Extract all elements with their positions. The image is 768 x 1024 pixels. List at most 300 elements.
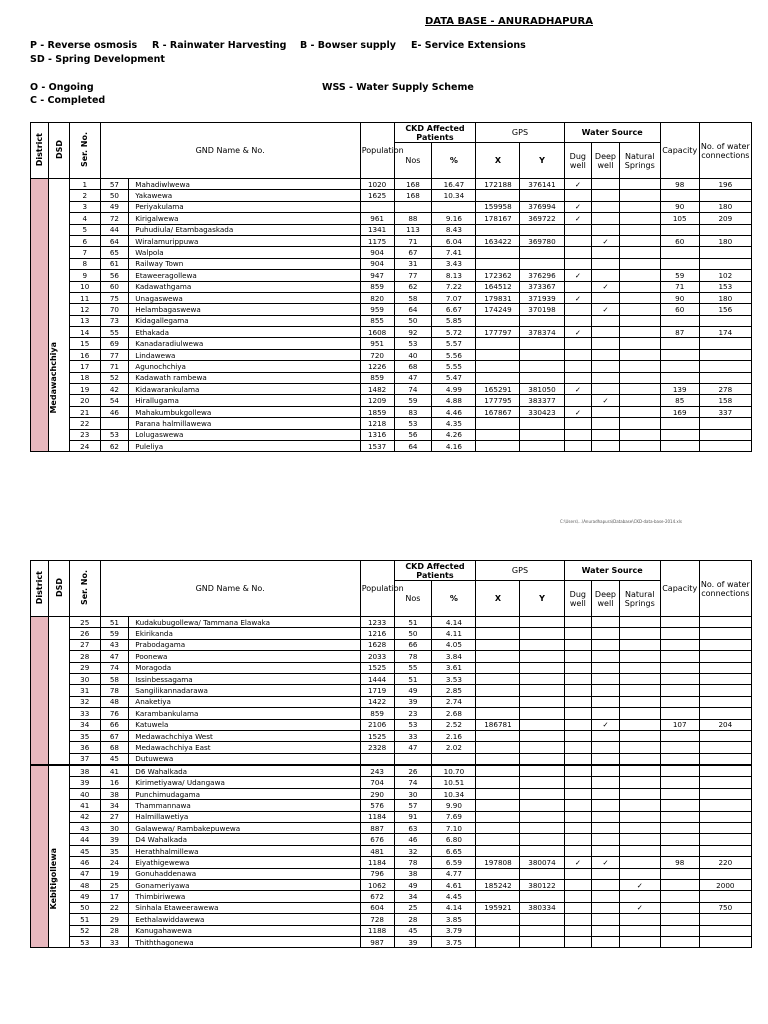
capacity-cell (660, 753, 699, 765)
natural-springs-cell (619, 429, 660, 440)
population-cell: 987 (360, 936, 394, 947)
ckd-pct-cell: 4.26 (432, 429, 476, 440)
gps-y-cell (520, 418, 564, 429)
gps-x-cell (476, 925, 520, 936)
ckd-nos-cell: 58 (394, 292, 432, 303)
ser-no-cell: 3 (69, 201, 100, 212)
dug-well-cell: ✓ (564, 201, 592, 212)
ckd-nos-cell: 113 (394, 224, 432, 235)
gnd-no-cell: 29 (100, 914, 129, 925)
natural-springs-cell (619, 384, 660, 395)
gnd-name-cell: Medawachchiya East (129, 742, 360, 753)
ser-no-cell: 30 (69, 673, 100, 684)
connections-cell: 180 (699, 292, 751, 303)
ser-no-cell: 44 (69, 834, 100, 845)
connections-cell (699, 258, 751, 269)
deep-well-cell (592, 845, 620, 856)
ckd-pct-cell: 6.65 (432, 845, 476, 856)
population-cell: 728 (360, 914, 394, 925)
natural-springs-cell (619, 418, 660, 429)
gps-x-cell (476, 338, 520, 349)
gps-y-cell: 380122 (520, 879, 564, 890)
ckd-nos-cell: 74 (394, 777, 432, 788)
dug-well-cell: ✓ (564, 270, 592, 281)
capacity-cell (660, 823, 699, 834)
table-row (31, 868, 752, 879)
connections-cell (699, 651, 751, 662)
gnd-name-cell: Lolugaswewa (129, 429, 360, 440)
table-row (31, 235, 752, 246)
population-cell: 1525 (360, 730, 394, 741)
deep-well-cell (592, 925, 620, 936)
gnd-no-cell: 19 (100, 868, 129, 879)
gps-y-cell (520, 617, 564, 628)
ckd-pct-cell: 10.34 (432, 788, 476, 799)
th-x: X (476, 143, 520, 179)
ckd-pct-cell: 6.04 (432, 235, 476, 246)
ckd-nos-cell: 53 (394, 418, 432, 429)
natural-springs-cell (619, 823, 660, 834)
deep-well-cell (592, 879, 620, 890)
th-natural-springs: Natural Springs (619, 581, 660, 617)
data-table-2 (30, 560, 752, 948)
connections-cell: 156 (699, 304, 751, 315)
deep-well-cell (592, 914, 620, 925)
dug-well-cell: ✓ (564, 292, 592, 303)
table-row (31, 395, 752, 406)
natural-springs-cell (619, 440, 660, 451)
table-row (31, 179, 752, 190)
ckd-pct-cell: 4.11 (432, 628, 476, 639)
th-gnd: GND Name & No. (100, 123, 360, 179)
ckd-pct-cell: 4.88 (432, 395, 476, 406)
gps-x-cell (476, 440, 520, 451)
deep-well-cell (592, 753, 620, 765)
ckd-pct-cell: 4.05 (432, 639, 476, 650)
table-row (31, 696, 752, 707)
ckd-nos-cell: 39 (394, 936, 432, 947)
dug-well-cell (564, 777, 592, 788)
gnd-name-cell: Galawewa/ Rambakepuwewa (129, 823, 360, 834)
gnd-name-cell: Thammannawa (129, 800, 360, 811)
th-gps: GPS (476, 561, 564, 581)
table-row (31, 372, 752, 383)
gps-x-cell (476, 685, 520, 696)
ckd-nos-cell: 49 (394, 685, 432, 696)
ser-no-cell: 27 (69, 639, 100, 650)
ser-no-cell: 31 (69, 685, 100, 696)
dug-well-cell (564, 258, 592, 269)
gnd-no-cell: 38 (100, 788, 129, 799)
dug-well-cell (564, 639, 592, 650)
ckd-pct-cell: 3.84 (432, 651, 476, 662)
gnd-no-cell: 62 (100, 440, 129, 451)
gps-y-cell (520, 800, 564, 811)
gnd-no-cell: 55 (100, 327, 129, 338)
gnd-no-cell: 35 (100, 845, 129, 856)
gps-y-cell: 369780 (520, 235, 564, 246)
gps-y-cell (520, 429, 564, 440)
table-row (31, 845, 752, 856)
table-row (31, 639, 752, 650)
gps-y-cell: 330423 (520, 406, 564, 417)
deep-well-cell (592, 823, 620, 834)
ckd-pct-cell: 3.61 (432, 662, 476, 673)
gps-y-cell (520, 685, 564, 696)
connections-cell (699, 349, 751, 360)
deep-well-cell (592, 834, 620, 845)
natural-springs-cell (619, 327, 660, 338)
table-row (31, 429, 752, 440)
gps-x-cell: 174249 (476, 304, 520, 315)
dug-well-cell: ✓ (564, 179, 592, 190)
population-cell: 1719 (360, 685, 394, 696)
ckd-nos-cell: 23 (394, 708, 432, 719)
gnd-no-cell: 68 (100, 742, 129, 753)
connections-cell: 196 (699, 179, 751, 190)
gnd-name-cell: Halmillawetiya (129, 811, 360, 822)
population-cell: 1184 (360, 811, 394, 822)
dsd-cell (49, 617, 69, 766)
gnd-name-cell: Prabodagama (129, 639, 360, 650)
dug-well-cell (564, 891, 592, 902)
capacity-cell (660, 730, 699, 741)
deep-well-cell: ✓ (592, 719, 620, 730)
connections-cell (699, 418, 751, 429)
ckd-pct-cell: 4.99 (432, 384, 476, 395)
ser-no-cell: 33 (69, 708, 100, 719)
capacity-cell: 139 (660, 384, 699, 395)
gnd-no-cell: 44 (100, 224, 129, 235)
ckd-pct-cell: 2.02 (432, 742, 476, 753)
gps-x-cell: 164512 (476, 281, 520, 292)
connections-cell: 209 (699, 213, 751, 224)
gps-x-cell (476, 868, 520, 879)
ser-no-cell: 8 (69, 258, 100, 269)
deep-well-cell (592, 338, 620, 349)
capacity-cell (660, 639, 699, 650)
gnd-no-cell: 52 (100, 372, 129, 383)
gnd-no-cell: 75 (100, 292, 129, 303)
ser-no-cell: 47 (69, 868, 100, 879)
gnd-no-cell: 43 (100, 639, 129, 650)
gnd-no-cell: 71 (100, 361, 129, 372)
dug-well-cell: ✓ (564, 857, 592, 868)
gnd-no-cell: 33 (100, 936, 129, 947)
gps-x-cell (476, 673, 520, 684)
gps-y-cell: 380074 (520, 857, 564, 868)
gnd-name-cell: Kadawathgama (129, 281, 360, 292)
dug-well-cell (564, 742, 592, 753)
ckd-nos-cell (394, 753, 432, 765)
gnd-no-cell: 58 (100, 673, 129, 684)
gps-x-cell (476, 190, 520, 201)
capacity-cell: 60 (660, 304, 699, 315)
ckd-nos-cell: 47 (394, 742, 432, 753)
dug-well-cell (564, 788, 592, 799)
gps-x-cell: 177797 (476, 327, 520, 338)
table-row (31, 361, 752, 372)
population-cell: 820 (360, 292, 394, 303)
gnd-no-cell: 42 (100, 384, 129, 395)
ser-no-cell: 18 (69, 372, 100, 383)
gps-y-cell (520, 349, 564, 360)
gps-x-cell (476, 765, 520, 777)
gps-y-cell (520, 823, 564, 834)
gps-x-cell (476, 811, 520, 822)
connections-cell: 2000 (699, 879, 751, 890)
dug-well-cell (564, 800, 592, 811)
gps-y-cell (520, 361, 564, 372)
gps-y-cell (520, 315, 564, 326)
table-row (31, 834, 752, 845)
deep-well-cell (592, 868, 620, 879)
gps-y-cell (520, 845, 564, 856)
connections-cell (699, 190, 751, 201)
ckd-pct-cell: 10.51 (432, 777, 476, 788)
gnd-no-cell: 39 (100, 834, 129, 845)
ckd-nos-cell: 74 (394, 384, 432, 395)
ckd-nos-cell: 26 (394, 765, 432, 777)
population-cell: 1020 (360, 179, 394, 190)
natural-springs-cell (619, 628, 660, 639)
population-cell: 855 (360, 315, 394, 326)
connections-cell (699, 891, 751, 902)
gnd-no-cell: 17 (100, 891, 129, 902)
ckd-pct-cell: 5.57 (432, 338, 476, 349)
natural-springs-cell (619, 213, 660, 224)
gnd-no-cell: 60 (100, 281, 129, 292)
ckd-nos-cell: 64 (394, 304, 432, 315)
capacity-cell (660, 349, 699, 360)
dug-well-cell (564, 902, 592, 913)
deep-well-cell: ✓ (592, 281, 620, 292)
natural-springs-cell (619, 201, 660, 212)
capacity-cell (660, 708, 699, 719)
capacity-cell (660, 914, 699, 925)
ckd-pct-cell: 7.22 (432, 281, 476, 292)
gps-x-cell: 172188 (476, 179, 520, 190)
gps-x-cell (476, 372, 520, 383)
natural-springs-cell (619, 315, 660, 326)
gps-y-cell: 369722 (520, 213, 564, 224)
gps-y-cell (520, 811, 564, 822)
ckd-nos-cell: 40 (394, 349, 432, 360)
dug-well-cell (564, 190, 592, 201)
gnd-name-cell: Eiyathigewewa (129, 857, 360, 868)
gnd-name-cell: Parana halmillawewa (129, 418, 360, 429)
ser-no-cell: 13 (69, 315, 100, 326)
gnd-no-cell: 28 (100, 925, 129, 936)
table-row (31, 201, 752, 212)
table-row (31, 384, 752, 395)
gnd-name-cell: D4 Wahalkada (129, 834, 360, 845)
capacity-cell (660, 628, 699, 639)
table-row (31, 258, 752, 269)
gps-x-cell (476, 845, 520, 856)
gps-x-cell: 197808 (476, 857, 520, 868)
connections-cell (699, 788, 751, 799)
gps-x-cell (476, 628, 520, 639)
deep-well-cell (592, 742, 620, 753)
connections-cell (699, 224, 751, 235)
gps-y-cell (520, 651, 564, 662)
population-cell: 1628 (360, 639, 394, 650)
population-cell: 676 (360, 834, 394, 845)
connections-cell: 180 (699, 235, 751, 246)
connections-cell (699, 673, 751, 684)
connections-cell: 180 (699, 201, 751, 212)
connections-cell (699, 315, 751, 326)
deep-well-cell (592, 708, 620, 719)
gps-x-cell (476, 639, 520, 650)
dug-well-cell (564, 730, 592, 741)
connections-cell (699, 617, 751, 628)
deep-well-cell (592, 224, 620, 235)
table-row (31, 617, 752, 628)
ckd-pct-cell: 6.59 (432, 857, 476, 868)
gnd-no-cell: 49 (100, 201, 129, 212)
gnd-name-cell: Walpola (129, 247, 360, 258)
dug-well-cell (564, 651, 592, 662)
dug-well-cell (564, 811, 592, 822)
natural-springs-cell (619, 651, 660, 662)
gps-x-cell: 167867 (476, 406, 520, 417)
ckd-nos-cell: 38 (394, 868, 432, 879)
capacity-cell (660, 617, 699, 628)
ser-no-cell: 34 (69, 719, 100, 730)
connections-cell (699, 845, 751, 856)
population-cell: 951 (360, 338, 394, 349)
ckd-pct-cell: 3.85 (432, 914, 476, 925)
deep-well-cell (592, 730, 620, 741)
population-cell: 1062 (360, 879, 394, 890)
ckd-nos-cell: 59 (394, 395, 432, 406)
gps-x-cell (476, 753, 520, 765)
th-y: Y (520, 143, 564, 179)
ckd-pct-cell: 2.52 (432, 719, 476, 730)
ckd-nos-cell: 46 (394, 834, 432, 845)
dug-well-cell (564, 304, 592, 315)
th-district: District (35, 132, 45, 167)
capacity-cell (660, 696, 699, 707)
ckd-nos-cell: 28 (394, 914, 432, 925)
gnd-name-cell: Kirimetiyawa/ Udangawa (129, 777, 360, 788)
capacity-cell: 169 (660, 406, 699, 417)
gps-x-cell (476, 224, 520, 235)
population-cell: 887 (360, 823, 394, 834)
natural-springs-cell (619, 361, 660, 372)
gps-y-cell (520, 936, 564, 947)
gnd-name-cell: Puhudiula/ Etambagaskada (129, 224, 360, 235)
dug-well-cell (564, 753, 592, 765)
th-dsd: DSD (54, 577, 64, 598)
connections-cell: 750 (699, 902, 751, 913)
deep-well-cell (592, 270, 620, 281)
capacity-cell: 98 (660, 857, 699, 868)
natural-springs-cell (619, 868, 660, 879)
legend-reverse-osmosis: P - Reverse osmosis (30, 40, 138, 51)
population-cell: 672 (360, 891, 394, 902)
gnd-no-cell: 50 (100, 190, 129, 201)
ckd-nos-cell: 88 (394, 213, 432, 224)
gps-y-cell: 381050 (520, 384, 564, 395)
dug-well-cell (564, 617, 592, 628)
ser-no-cell: 35 (69, 730, 100, 741)
natural-springs-cell (619, 372, 660, 383)
connections-cell (699, 639, 751, 650)
population-cell: 904 (360, 258, 394, 269)
table-row (31, 777, 752, 788)
deep-well-cell (592, 765, 620, 777)
district-cell (31, 765, 49, 948)
gnd-no-cell: 56 (100, 270, 129, 281)
deep-well-cell (592, 800, 620, 811)
dug-well-cell: ✓ (564, 213, 592, 224)
deep-well-cell (592, 315, 620, 326)
ckd-pct-cell: 7.10 (432, 823, 476, 834)
gps-y-cell (520, 868, 564, 879)
deep-well-cell (592, 673, 620, 684)
legend-wss: WSS - Water Supply Scheme (322, 82, 474, 93)
gnd-name-cell: Punchimudagama (129, 788, 360, 799)
ckd-nos-cell: 30 (394, 788, 432, 799)
population-cell: 720 (360, 349, 394, 360)
gps-x-cell (476, 617, 520, 628)
gps-x-cell (476, 418, 520, 429)
capacity-cell (660, 811, 699, 822)
table-row (31, 281, 752, 292)
table-row (31, 349, 752, 360)
population-cell: 243 (360, 765, 394, 777)
natural-springs-cell (619, 742, 660, 753)
gps-x-cell: 185242 (476, 879, 520, 890)
th-ser-no: Ser. No. (80, 131, 90, 168)
natural-springs-cell (619, 338, 660, 349)
connections-cell: 278 (699, 384, 751, 395)
capacity-cell: 107 (660, 719, 699, 730)
gps-y-cell (520, 834, 564, 845)
gps-y-cell (520, 662, 564, 673)
gnd-no-cell: 30 (100, 823, 129, 834)
gnd-name-cell: Karambankulama (129, 708, 360, 719)
connections-cell (699, 868, 751, 879)
ckd-pct-cell: 6.80 (432, 834, 476, 845)
connections-cell: 153 (699, 281, 751, 292)
ser-no-cell: 50 (69, 902, 100, 913)
gnd-name-cell: Gonuhaddenawa (129, 868, 360, 879)
population-cell: 859 (360, 372, 394, 383)
gps-y-cell (520, 925, 564, 936)
table-row (31, 925, 752, 936)
gnd-no-cell: 59 (100, 628, 129, 639)
deep-well-cell (592, 327, 620, 338)
gps-y-cell: 376296 (520, 270, 564, 281)
table-row (31, 651, 752, 662)
natural-springs-cell (619, 834, 660, 845)
capacity-cell: 90 (660, 201, 699, 212)
ser-no-cell: 26 (69, 628, 100, 639)
ser-no-cell: 11 (69, 292, 100, 303)
gps-x-cell (476, 800, 520, 811)
ckd-pct-cell: 3.79 (432, 925, 476, 936)
gnd-name-cell: Kirigalwewa (129, 213, 360, 224)
dug-well-cell (564, 823, 592, 834)
ser-no-cell: 16 (69, 349, 100, 360)
gps-x-cell (476, 936, 520, 947)
gps-y-cell (520, 914, 564, 925)
th-pct: % (432, 581, 476, 617)
